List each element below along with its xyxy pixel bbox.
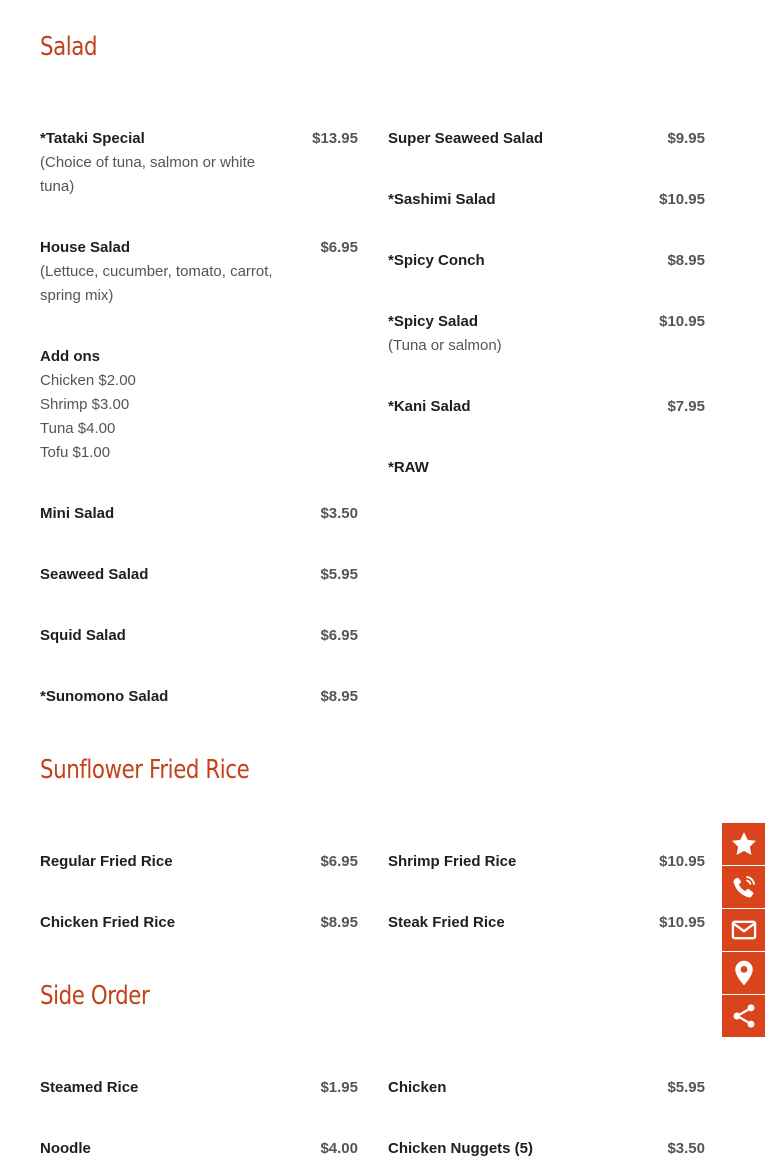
addon-line: Tofu $1.00 <box>40 444 111 461</box>
share-icon <box>730 1002 758 1030</box>
menu-item-name: House Salad <box>40 239 131 256</box>
section-title: Sunflower Fried Rice <box>40 755 250 785</box>
map-marker-icon <box>730 959 758 987</box>
menu-item-price: $10.95 <box>659 853 705 870</box>
section-title: Salad <box>40 32 98 62</box>
menu-item-name: Chicken Fried Rice <box>40 914 176 931</box>
floating-action-bar <box>722 823 765 1038</box>
menu-item-price: $1.95 <box>320 1079 358 1096</box>
menu-item-price: $3.50 <box>667 1140 705 1157</box>
menu-item-name: Steamed Rice <box>40 1079 139 1096</box>
menu-item-name: Shrimp Fried Rice <box>388 853 517 870</box>
menu-item-desc: (Tuna or salmon) <box>388 337 502 354</box>
menu-item-name: Chicken Nuggets (5) <box>388 1140 534 1157</box>
menu-item <box>388 188 705 212</box>
section-title: Side Order <box>40 981 150 1011</box>
menu-item <box>388 1137 705 1161</box>
menu-item-price: $6.95 <box>320 853 358 870</box>
menu-item <box>388 249 705 273</box>
menu-item-name: *Spicy Conch <box>388 252 485 269</box>
menu-item-price: $6.95 <box>320 627 358 644</box>
add-ons-block <box>40 345 358 465</box>
menu-item-name: Mini Salad <box>40 505 115 522</box>
menu-item <box>40 1137 358 1161</box>
menu-item <box>40 911 358 935</box>
menu-item-price: $10.95 <box>659 191 705 208</box>
menu-item-name: Noodle <box>40 1140 91 1157</box>
menu-item <box>388 850 705 874</box>
menu-item-name: Super Seaweed Salad <box>388 130 544 147</box>
menu-item-price: $7.95 <box>667 398 705 415</box>
location-button[interactable] <box>722 952 765 994</box>
menu-item-name: *Sunomono Salad <box>40 688 169 705</box>
star-icon <box>730 830 758 858</box>
addon-line: Tuna $4.00 <box>40 420 116 437</box>
menu-item-price: $6.95 <box>320 239 358 256</box>
email-button[interactable] <box>722 909 765 951</box>
menu-item <box>40 1076 358 1100</box>
menu-item-price: $8.95 <box>320 914 358 931</box>
menu-item <box>40 502 358 526</box>
menu-item-price: $10.95 <box>659 914 705 931</box>
menu-item <box>388 911 705 935</box>
menu-item-name: *RAW <box>388 459 429 476</box>
menu-item-price: $9.95 <box>667 130 705 147</box>
addon-line: Shrimp $3.00 <box>40 396 130 413</box>
phone-icon <box>730 873 758 901</box>
envelope-icon <box>730 916 758 944</box>
menu-item-desc: (Lettuce, cucumber, tomato, carrot, <box>40 263 273 280</box>
menu-item-name: Chicken <box>388 1079 447 1096</box>
menu-item-name: *Kani Salad <box>388 398 471 415</box>
menu-item <box>388 456 705 480</box>
menu-item-price: $5.95 <box>667 1079 705 1096</box>
menu-item-price: $4.00 <box>320 1140 358 1157</box>
menu-item <box>40 236 358 308</box>
menu-item-price: $13.95 <box>312 130 358 147</box>
menu-item-desc: (Choice of tuna, salmon or white <box>40 154 256 171</box>
call-button[interactable] <box>722 866 765 908</box>
menu-item-price: $10.95 <box>659 313 705 330</box>
menu-item <box>388 1076 705 1100</box>
menu-item-name: *Sashimi Salad <box>388 191 496 208</box>
share-button[interactable] <box>722 995 765 1037</box>
menu-item-price: $5.95 <box>320 566 358 583</box>
addon-line: Chicken $2.00 <box>40 372 136 389</box>
menu-item-price: $8.95 <box>320 688 358 705</box>
menu-item-name: Steak Fried Rice <box>388 914 505 931</box>
menu-item <box>40 127 358 199</box>
menu-item <box>40 624 358 648</box>
menu-item-price: $3.50 <box>320 505 358 522</box>
menu-item <box>40 685 358 709</box>
menu-item <box>388 395 705 419</box>
menu-item <box>40 850 358 874</box>
menu-item-name: Add ons <box>40 348 100 365</box>
menu-item-name: Seaweed Salad <box>40 566 149 583</box>
menu-item-name: Squid Salad <box>40 627 126 644</box>
menu-item-desc: tuna) <box>40 178 75 195</box>
favorite-button[interactable] <box>722 823 765 865</box>
menu-item-name: *Spicy Salad <box>388 313 479 330</box>
menu-item-desc: spring mix) <box>40 287 114 304</box>
menu-item <box>388 127 705 151</box>
menu-item-price: $8.95 <box>667 252 705 269</box>
menu-item <box>388 310 705 358</box>
menu-item-name: *Tataki Special <box>40 130 145 147</box>
menu-item <box>40 563 358 587</box>
menu-item-name: Regular Fried Rice <box>40 853 173 870</box>
